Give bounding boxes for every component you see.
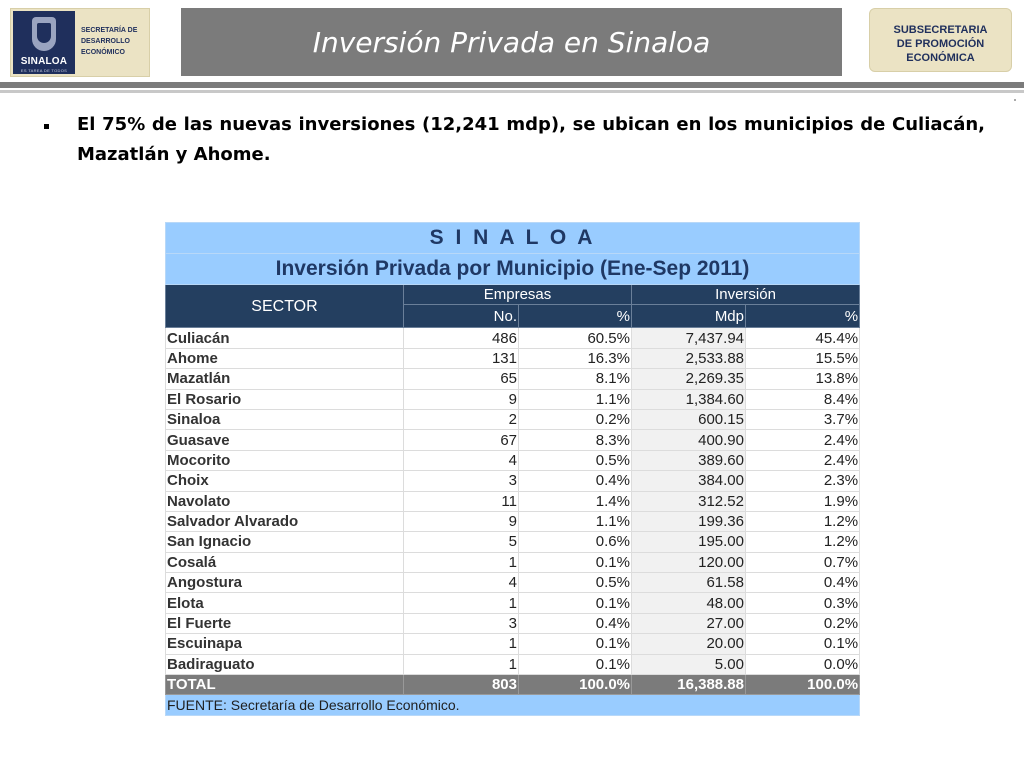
table-source: FUENTE: Secretaría de Desarrollo Económico. xyxy=(166,695,860,715)
table-row xyxy=(166,532,860,552)
cell-pct2: 45.4% xyxy=(746,328,860,348)
cell-mdp: 7,437.94 xyxy=(632,328,746,348)
table-row xyxy=(166,573,860,593)
cell-mdp: 195.00 xyxy=(632,532,746,552)
table-row xyxy=(166,634,860,654)
cell-name: Guasave xyxy=(166,430,404,450)
cell-pct2: 2.4% xyxy=(746,450,860,470)
table-row xyxy=(166,409,860,429)
header-pct-inversion: % xyxy=(746,305,860,328)
cell-mdp: 600.15 xyxy=(632,409,746,429)
table-row xyxy=(166,471,860,491)
page-title-banner xyxy=(181,8,842,76)
cell-mdp: 61.58 xyxy=(632,573,746,593)
cell-name: Angostura xyxy=(166,573,404,593)
table-row xyxy=(166,654,860,674)
cell-mdp: 120.00 xyxy=(632,552,746,572)
cell-mdp: 1,384.60 xyxy=(632,389,746,409)
total-label: TOTAL xyxy=(166,675,404,695)
cell-pct2: 0.3% xyxy=(746,593,860,613)
header-divider-light xyxy=(0,90,1024,93)
table-row xyxy=(166,613,860,633)
cell-no: 9 xyxy=(404,389,519,409)
header-mdp: Mdp xyxy=(632,305,746,328)
logo-text: SECRETARÍA DE DESARROLLO ECONÓMICO xyxy=(81,27,138,56)
cell-name: Choix xyxy=(166,471,404,491)
cell-pct1: 0.1% xyxy=(519,654,632,674)
cell-no: 2 xyxy=(404,409,519,429)
cell-mdp: 389.60 xyxy=(632,450,746,470)
cell-name: Cosalá xyxy=(166,552,404,572)
table-row xyxy=(166,430,860,450)
total-pct-inversion: 100.0% xyxy=(746,675,860,695)
page-title: Inversión Privada en Sinaloa xyxy=(312,25,711,59)
total-mdp: 16,388.88 xyxy=(632,675,746,695)
investment-table xyxy=(165,222,860,716)
cell-name: El Fuerte xyxy=(166,613,404,633)
cell-name: Mocorito xyxy=(166,450,404,470)
cell-pct1: 16.3% xyxy=(519,348,632,368)
cell-pct2: 2.3% xyxy=(746,471,860,491)
table-row xyxy=(166,552,860,572)
cell-pct1: 60.5% xyxy=(519,328,632,348)
cell-no: 486 xyxy=(404,328,519,348)
cell-pct2: 15.5% xyxy=(746,348,860,368)
cell-mdp: 312.52 xyxy=(632,491,746,511)
cell-pct2: 1.2% xyxy=(746,532,860,552)
cell-mdp: 5.00 xyxy=(632,654,746,674)
cell-no: 5 xyxy=(404,532,519,552)
cell-pct2: 0.2% xyxy=(746,613,860,633)
cell-mdp: 384.00 xyxy=(632,471,746,491)
total-no: 803 xyxy=(404,675,519,695)
cell-no: 1 xyxy=(404,593,519,613)
cell-pct2: 0.4% xyxy=(746,573,860,593)
table-row xyxy=(166,491,860,511)
cell-name: Sinaloa xyxy=(166,409,404,429)
cell-mdp: 20.00 xyxy=(632,634,746,654)
table-title: S I N A L O A xyxy=(166,223,860,254)
header-pct-empresas: % xyxy=(519,305,632,328)
cell-mdp: 400.90 xyxy=(632,430,746,450)
emblem-slogan: ES TAREA DE TODOS xyxy=(20,68,68,73)
total-pct-empresas: 100.0% xyxy=(519,675,632,695)
table-subtitle: Inversión Privada por Municipio (Ene-Sep 2011) xyxy=(166,254,860,285)
cell-name: Navolato xyxy=(166,491,404,511)
cell-pct1: 0.5% xyxy=(519,573,632,593)
cell-no: 4 xyxy=(404,573,519,593)
cell-no: 9 xyxy=(404,511,519,531)
table-row xyxy=(166,389,860,409)
cell-pct2: 8.4% xyxy=(746,389,860,409)
header-sector: SECTOR xyxy=(166,285,404,328)
cell-no: 11 xyxy=(404,491,519,511)
table-row xyxy=(166,593,860,613)
cell-name: San Ignacio xyxy=(166,532,404,552)
cell-pct1: 8.1% xyxy=(519,369,632,389)
table-row xyxy=(166,328,860,348)
header-empresas: Empresas xyxy=(404,285,632,305)
cell-no: 1 xyxy=(404,654,519,674)
cell-pct1: 0.1% xyxy=(519,593,632,613)
table-row xyxy=(166,369,860,389)
cell-pct2: 13.8% xyxy=(746,369,860,389)
cell-pct1: 0.5% xyxy=(519,450,632,470)
cell-no: 3 xyxy=(404,613,519,633)
cell-no: 4 xyxy=(404,450,519,470)
cell-no: 67 xyxy=(404,430,519,450)
cell-no: 3 xyxy=(404,471,519,491)
cell-mdp: 27.00 xyxy=(632,613,746,633)
cell-pct1: 0.4% xyxy=(519,471,632,491)
cell-pct1: 0.4% xyxy=(519,613,632,633)
emblem-word: SINALOA xyxy=(20,56,68,67)
subsecretaria-badge: SUBSECRETARIA DE PROMOCIÓN ECONÓMICA xyxy=(869,8,1012,72)
cell-mdp: 2,533.88 xyxy=(632,348,746,368)
decorative-dot xyxy=(1014,99,1016,101)
cell-pct2: 3.7% xyxy=(746,409,860,429)
cell-mdp: 48.00 xyxy=(632,593,746,613)
bullet-paragraph: El 75% de las nuevas inversiones (12,241 mdp), se ubican en los municipios de Culiacán, Mazatlán y Ahome. xyxy=(77,114,985,165)
cell-pct2: 1.2% xyxy=(746,511,860,531)
cell-no: 1 xyxy=(404,634,519,654)
cell-pct1: 0.6% xyxy=(519,532,632,552)
cell-no: 131 xyxy=(404,348,519,368)
cell-pct2: 0.0% xyxy=(746,654,860,674)
cell-pct1: 1.1% xyxy=(519,511,632,531)
cell-name: Ahome xyxy=(166,348,404,368)
cell-name: Culiacán xyxy=(166,328,404,348)
table-row xyxy=(166,450,860,470)
cell-pct1: 0.1% xyxy=(519,634,632,654)
cell-name: Badiraguato xyxy=(166,654,404,674)
cell-no: 65 xyxy=(404,369,519,389)
cell-name: Elota xyxy=(166,593,404,613)
cell-pct1: 8.3% xyxy=(519,430,632,450)
cell-pct1: 1.4% xyxy=(519,491,632,511)
cell-name: Mazatlán xyxy=(166,369,404,389)
bullet-icon xyxy=(44,124,49,129)
table-total-row xyxy=(166,675,860,695)
table-body xyxy=(166,328,860,675)
cell-mdp: 199.36 xyxy=(632,511,746,531)
header-inversion: Inversión xyxy=(632,285,860,305)
cell-pct2: 0.1% xyxy=(746,634,860,654)
cell-pct1: 0.2% xyxy=(519,409,632,429)
header-divider xyxy=(0,82,1024,88)
cell-pct1: 0.1% xyxy=(519,552,632,572)
sinaloa-logo xyxy=(10,8,150,77)
header-no: No. xyxy=(404,305,519,328)
sinaloa-emblem xyxy=(13,11,75,74)
cell-no: 1 xyxy=(404,552,519,572)
table-row xyxy=(166,511,860,531)
table-row xyxy=(166,348,860,368)
cell-pct1: 1.1% xyxy=(519,389,632,409)
cell-name: El Rosario xyxy=(166,389,404,409)
cell-name: Escuinapa xyxy=(166,634,404,654)
cell-pct2: 1.9% xyxy=(746,491,860,511)
cell-pct2: 0.7% xyxy=(746,552,860,572)
cell-mdp: 2,269.35 xyxy=(632,369,746,389)
cell-pct2: 2.4% xyxy=(746,430,860,450)
cell-name: Salvador Alvarado xyxy=(166,511,404,531)
